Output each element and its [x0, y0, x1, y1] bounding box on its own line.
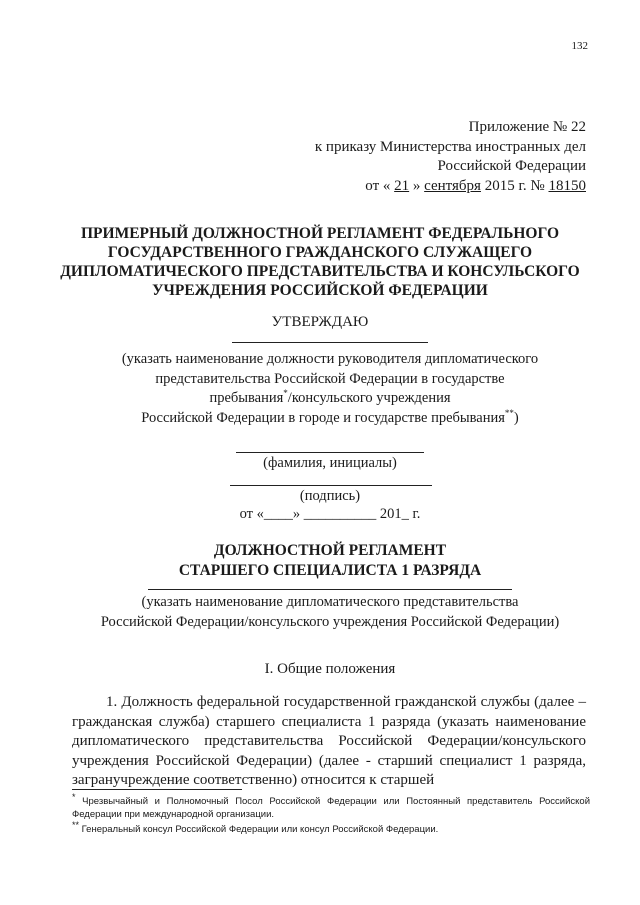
organization-hint	[60, 593, 600, 632]
regulation-title-line1: ДОЛЖНОСТНОЙ РЕГЛАМЕНТ	[213, 542, 447, 559]
main-title-line4: УЧРЕЖДЕНИЯ РОССИЙСКОЙ ФЕДЕРАЦИИ	[152, 282, 488, 299]
regulation-title-line2: СТАРШЕГО СПЕЦИАЛИСТА 1 РАЗРЯДА	[178, 561, 482, 579]
name-caption: (фамилия, инициалы)	[263, 455, 397, 471]
order-number: 18150	[548, 177, 586, 194]
footnote-ref-2: **	[504, 407, 514, 418]
footnote-ref-1: *	[283, 388, 288, 399]
page-number: 132	[571, 40, 588, 52]
main-title-line2: ГОСУДАРСТВЕННОГО ГРАЖДАНСКОГО СЛУЖАЩЕГО	[107, 244, 533, 261]
footnotes	[72, 791, 590, 838]
paragraph-1: 1. Должность федеральной государственной гражданской службы (далее – гражданская служба) старшего специалиста 1 разряда (указать наименование дипломатического представительства Российской Федерации/консульского учреждения Российской Федерации) (далее - старший специалист 1 разряда, загранучреждение соответственно) относится к старшей	[72, 694, 586, 788]
main-title	[60, 224, 580, 300]
date-prefix: от «	[365, 177, 391, 194]
appendix-block	[266, 118, 586, 196]
organization-hint-line1: (указать наименование дипломатического представительства	[141, 594, 519, 610]
date-day: 21	[394, 177, 410, 194]
date-year: 2015 г. №	[484, 177, 545, 194]
organization-line	[148, 589, 512, 590]
date-month: сентября	[424, 177, 481, 194]
position-hint-line3	[60, 389, 600, 409]
approver-position-line	[232, 342, 428, 343]
position-hint-line4-end: )	[513, 409, 519, 426]
footnote-1	[72, 791, 590, 821]
position-hint-line2: представительства Российской Федерации в государстве	[155, 370, 505, 387]
footnote-2-text: Генеральный консул Российской Федерации или консул Российской Федерации.	[79, 824, 439, 835]
section-title: I. Общие положения	[264, 661, 396, 677]
name-line	[236, 452, 424, 453]
approval-date-line: от «____» __________ 201_ г.	[239, 506, 421, 522]
appendix-line3: Российской Федерации	[437, 158, 586, 174]
signature-caption: (подпись)	[299, 488, 361, 504]
position-hint	[60, 350, 600, 428]
position-hint-line3a: пребывания	[209, 390, 284, 406]
organization-hint-line2: Российской Федерации/консульского учреждения Российской Федерации)	[100, 613, 560, 630]
appendix-date	[266, 177, 586, 197]
approve-heading: УТВЕРЖДАЮ	[271, 314, 369, 330]
main-title-line1: ПРИМЕРНЫЙ ДОЛЖНОСТНОЙ РЕГЛАМЕНТ ФЕДЕРАЛЬНОГО	[80, 225, 559, 242]
footnote-separator	[72, 789, 242, 790]
footnote-1-mark: *	[72, 791, 76, 802]
signature-line	[230, 485, 432, 486]
appendix-line1: Приложение № 22	[468, 119, 586, 135]
footnote-2-mark: **	[72, 819, 80, 830]
position-hint-line1: (указать наименование должности руководителя дипломатического	[121, 351, 539, 367]
position-hint-line3b: /консульского учреждения	[287, 390, 451, 406]
position-hint-line4-text: Российской Федерации в городе и государстве пребывания	[141, 409, 505, 426]
date-mid: »	[412, 177, 421, 194]
main-title-line3: ДИПЛОМАТИЧЕСКОГО ПРЕДСТАВИТЕЛЬСТВА И КОНСУЛЬСКОГО	[60, 263, 580, 280]
position-hint-line4	[60, 409, 600, 429]
footnote-1-text: Чрезвычайный и Полномочный Посол Российской Федерации или Постоянный представитель Российской Федерации при международной организации.	[72, 796, 590, 820]
footnote-2	[72, 819, 590, 836]
regulation-title	[60, 541, 600, 580]
appendix-line2: к приказу Министерства иностранных дел	[314, 138, 586, 155]
